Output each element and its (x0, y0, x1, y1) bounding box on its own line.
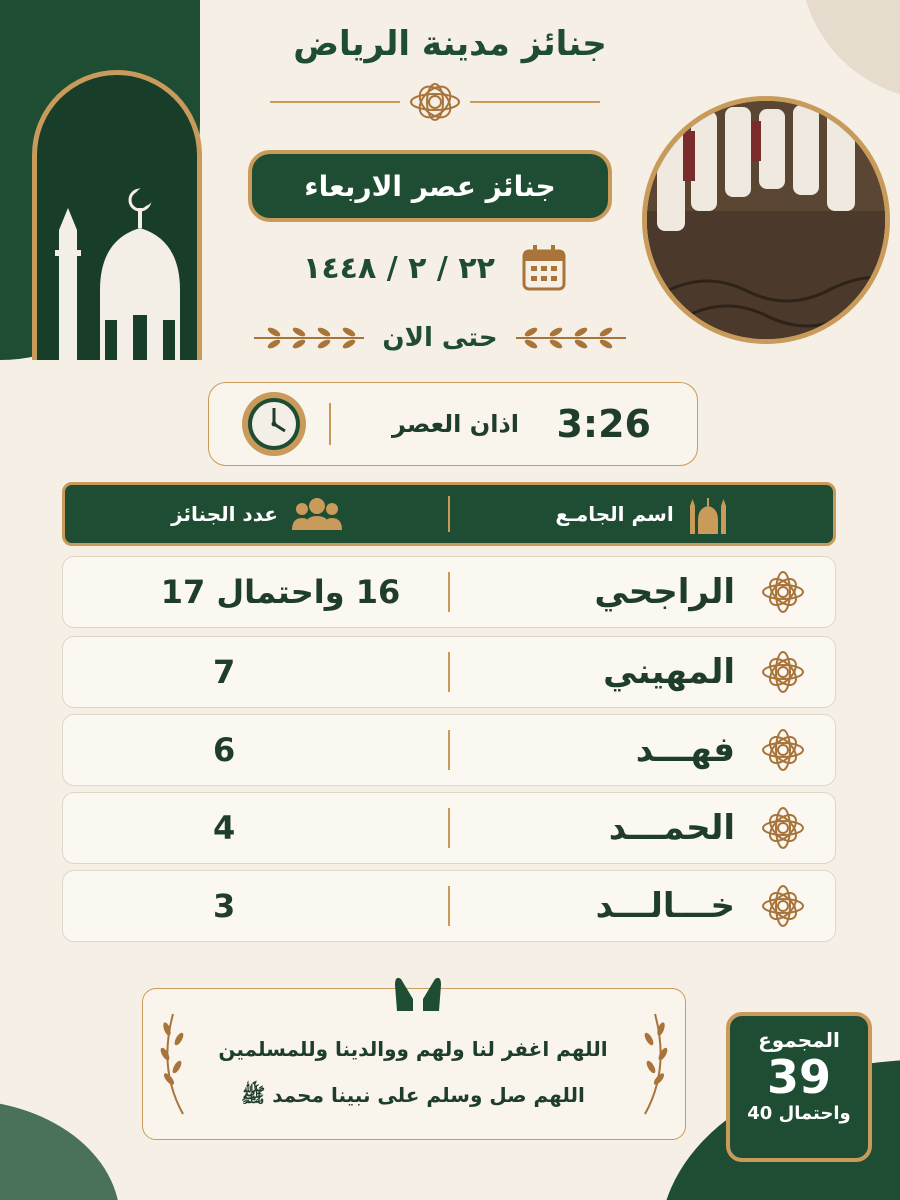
total-subtext: واحتمال 40 (747, 1102, 851, 1124)
header-mosque-col (450, 494, 833, 534)
table-row (62, 636, 836, 708)
clock-icon (239, 389, 309, 459)
row-name: الراجحي (594, 572, 735, 612)
laurel-icon (254, 323, 364, 353)
rosette-icon (759, 804, 807, 852)
row-count: 7 (213, 653, 236, 691)
row-name-cell (450, 882, 835, 930)
table-row (62, 792, 836, 864)
time-separator (329, 403, 331, 445)
table-row (62, 870, 836, 942)
mosque-icon (45, 180, 195, 360)
row-name-cell (450, 568, 835, 616)
row-name-cell (450, 804, 835, 852)
row-count: 16 واحتمال 17 (160, 573, 401, 611)
subtitle-text: جنائز عصر الاربعاء (304, 169, 556, 203)
corner-decoration-bottom-left (0, 1100, 120, 1200)
adhan-time-box (208, 382, 698, 466)
row-name-cell (450, 726, 835, 774)
people-icon (292, 496, 342, 532)
table-row (62, 714, 836, 786)
row-name: خـــالـــد (595, 886, 735, 926)
total-box (726, 1012, 872, 1162)
adhan-label: اذان العصر (392, 410, 519, 438)
laurel-icon (516, 323, 626, 353)
mosque-arch (32, 70, 202, 360)
table-header (62, 482, 836, 546)
row-count: 3 (213, 887, 236, 925)
adhan-time: 3:26 (556, 402, 651, 446)
total-label: المجموع (758, 1028, 840, 1052)
row-name: الحمـــد (608, 808, 735, 848)
hijri-date: ٢٢ / ٢ / ١٤٤٨ (303, 250, 495, 286)
corner-decoration-top-right (800, 0, 900, 100)
rosette-icon (759, 726, 807, 774)
row-count: 4 (213, 809, 236, 847)
page-title: جنائز مدينة الرياض (293, 24, 607, 64)
funeral-photo (642, 96, 890, 344)
dua-line-2: اللهم صل وسلم على نبينا محمد ﷺ (241, 1083, 585, 1107)
dua-line-1: اللهم اغفر لنا ولهم ووالدينا وللمسلمين (218, 1037, 608, 1061)
title-divider (270, 82, 600, 122)
mosque-icon (688, 494, 728, 534)
until-now-row (240, 310, 640, 366)
date-row (270, 236, 600, 300)
calendar-icon (521, 243, 567, 293)
row-name: المهيني (603, 652, 735, 692)
row-count: 6 (213, 731, 236, 769)
rosette-icon (759, 568, 807, 616)
rosette-icon (759, 882, 807, 930)
until-now-text: حتى الان (382, 323, 498, 353)
praying-hands-icon (393, 971, 443, 1015)
row-name: فهـــد (635, 730, 735, 770)
laurel-icon (635, 1009, 675, 1119)
table-row (62, 556, 836, 628)
header-count-label: عدد الجنائز (171, 502, 278, 526)
subtitle-banner (248, 150, 612, 222)
total-value: 39 (766, 1050, 831, 1104)
row-name-cell (450, 648, 835, 696)
header-count-col (65, 496, 448, 532)
rosette-icon (759, 648, 807, 696)
header-mosque-label: اسم الجامـع (555, 502, 674, 526)
laurel-icon (153, 1009, 193, 1119)
dua-box (142, 988, 686, 1140)
